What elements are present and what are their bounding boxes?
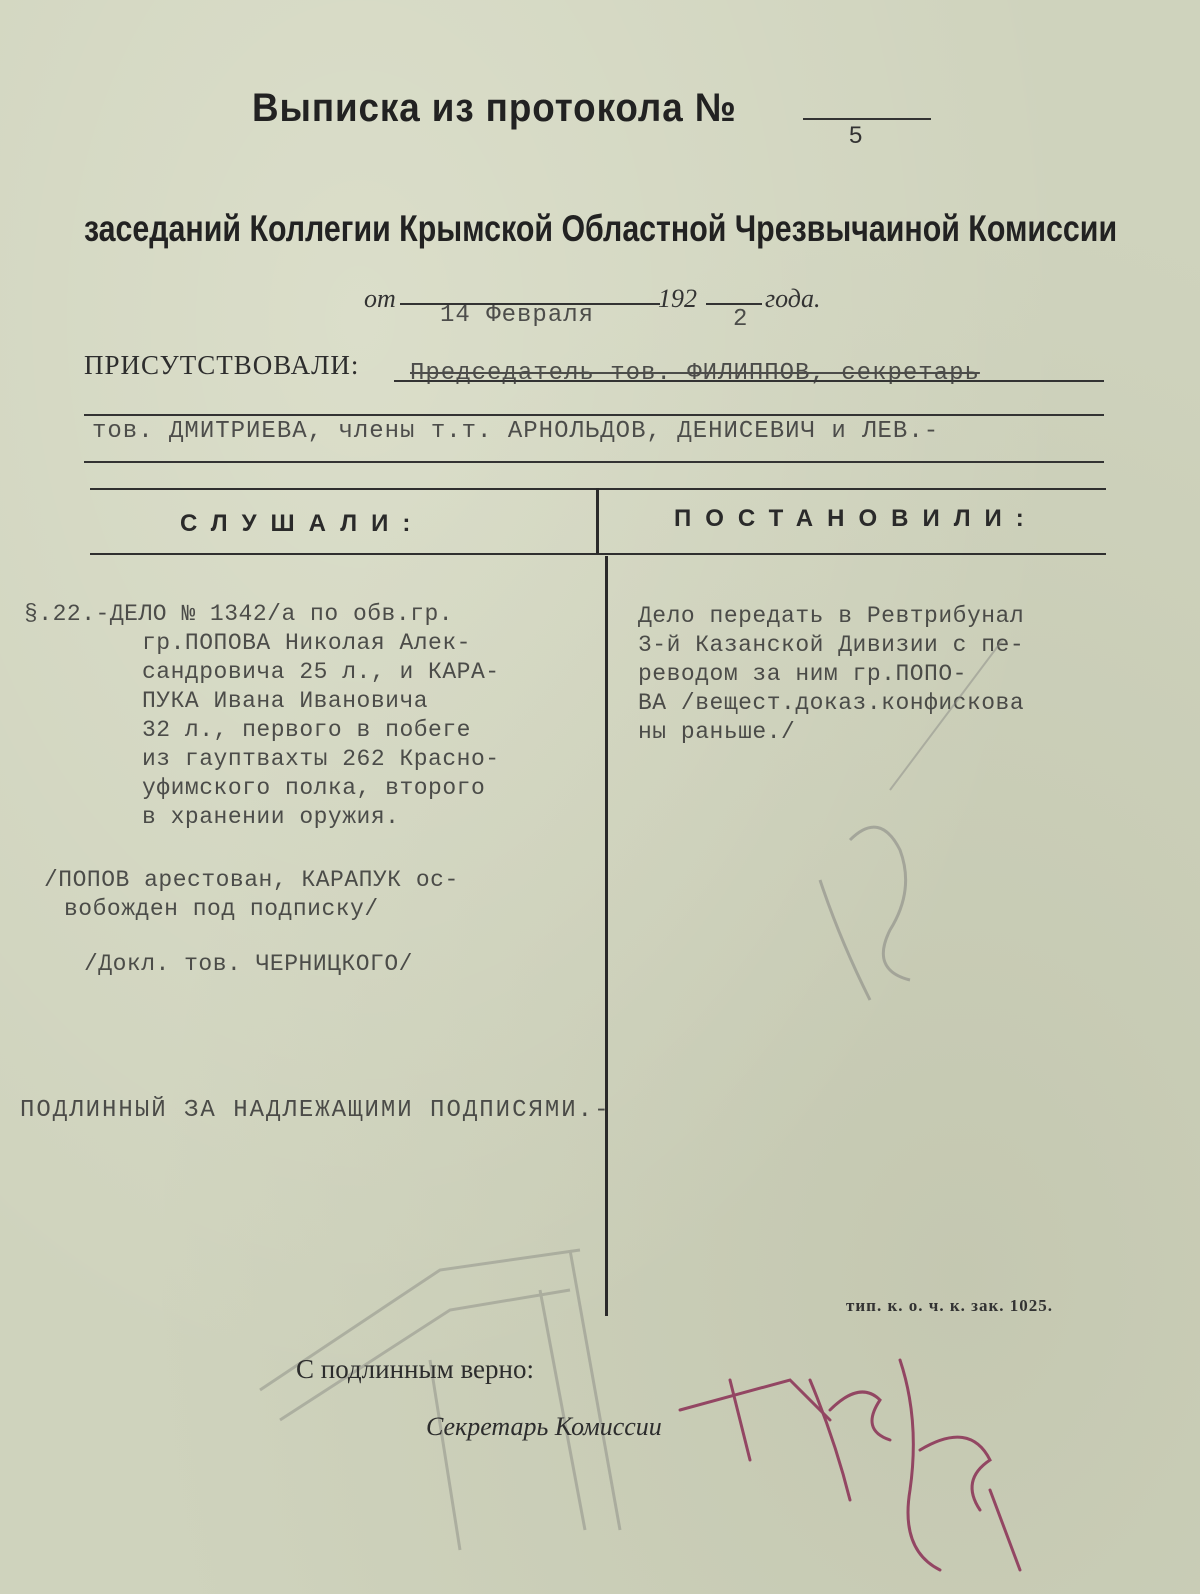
certified-true-label: С подлинным верно: (296, 1354, 534, 1384)
heard-line: ПУКА Ивана Ивановича (142, 688, 429, 714)
heard-line: уфимского полка, второго (142, 775, 486, 801)
arrest-note-line: вобожден под подписку/ (64, 896, 379, 922)
attendance-line-3 (84, 461, 1104, 463)
attendance-label: ПРИСУТСТВОВАЛИ: (84, 350, 360, 380)
document-title: Выписка из протокола № (252, 86, 737, 130)
decided-line: Дело передать в Ревтрибунал (638, 603, 1025, 629)
pencil-mark (780, 640, 1040, 1020)
decided-line: реводом за ним гр.ПОПО- (638, 661, 967, 687)
table-column-divider (605, 556, 608, 1316)
heard-line: сандровича 25 л., и КАРА- (142, 659, 500, 685)
heard-column-header: СЛУШАЛИ: (180, 510, 425, 537)
meeting-date: 14 Февраля (440, 302, 595, 329)
heard-entry (24, 600, 500, 832)
protocol-number-line (803, 118, 931, 120)
year-line (706, 303, 762, 305)
decided-line: ВА /вещест.доказ.конфискова (638, 690, 1025, 716)
date-prefix: от (364, 284, 396, 313)
arrest-note-line: /ПОПОВ арестован, КАРАПУК ос- (44, 867, 459, 893)
report-note: /Докл. тов. ЧЕРНИЦКОГО/ (84, 951, 413, 977)
heard-line: 32 л., первого в побеге (142, 717, 471, 743)
heard-line: в хранении оружия. (142, 804, 400, 830)
attendance-text-1: Председатель тов. ФИЛИППОВ, секретарь (410, 360, 980, 387)
secretary-signature (660, 1340, 1040, 1590)
arrest-note (44, 866, 459, 924)
attendance-text-2: тов. ДМИТРИЕВА, члены т.т. АРНОЛЬДОВ, ДЕНИСЕВИЧ и ЛЕВ.- (92, 418, 940, 445)
decided-line: 3-й Казанской Дивизии с пе- (638, 632, 1025, 658)
year-prefix: 192 (658, 284, 697, 313)
original-signatures-note: ПОДЛИННЫЙ ЗА НАДЛЕЖАЩИМИ ПОДПИСЯМИ.- (20, 1097, 611, 1124)
heard-line: §.22.-ДЕЛО № 1342/а по обв.гр. (24, 601, 454, 627)
secretary-label: Секретарь Комиссии (426, 1412, 662, 1441)
faded-stamp (240, 1230, 660, 1560)
decided-column-header: ПОСТАНОВИЛИ: (674, 505, 1038, 532)
heard-line: из гауптвахты 262 Красно- (142, 746, 500, 772)
decided-line: ны раньше./ (638, 719, 796, 745)
year-digit: 2 (733, 306, 749, 333)
protocol-number: 5 (849, 122, 863, 149)
table-header-divider (596, 488, 599, 554)
year-suffix: года. (765, 284, 821, 313)
attendance-line-2 (84, 414, 1104, 416)
printer-mark: тип. к. о. ч. к. зак. 1025. (846, 1296, 1053, 1315)
document-subtitle: заседаний Коллегии Крымской Областной Чрезвычаиной Комиссии (84, 208, 1118, 249)
heard-line: гр.ПОПОВА Николая Алек- (142, 630, 471, 656)
